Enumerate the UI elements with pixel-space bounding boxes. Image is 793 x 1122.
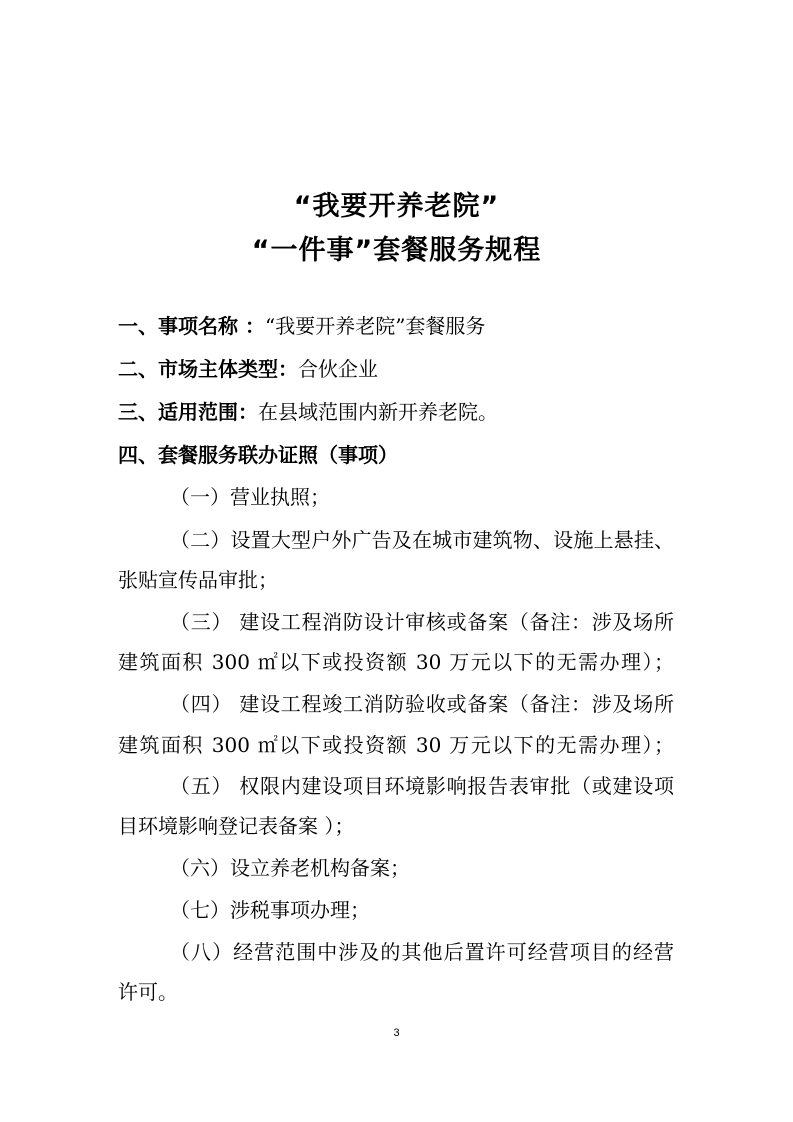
section-1-text: “我要开养老院”套餐服务	[264, 314, 486, 338]
item-5-line2: 目环境影响登记表备案 ）；	[118, 814, 355, 838]
section-2-heading: 二、市场主体类型：	[118, 357, 298, 381]
item-3-line1: （三） 建设工程消防设计审核或备案（备注：涉及场所	[170, 610, 674, 634]
item-8-line1: （八）经营范围中涉及的其他后置许可经营项目的经营	[170, 940, 674, 964]
section-4-heading: 四、套餐服务联办证照（事项）	[118, 443, 398, 467]
document-title-line2: “一件事”套餐服务规程	[251, 235, 542, 266]
section-2	[118, 355, 678, 383]
section-1-heading: 一、事项名称 ：	[118, 314, 265, 338]
section-2-text: 合伙企业	[298, 357, 378, 381]
item-5-line1: （五） 权限内建设项目环境影响报告表审批（或建设项	[170, 774, 674, 798]
section-1	[118, 312, 678, 340]
page-number: 3	[393, 1027, 400, 1039]
item-4-line1: （四） 建设工程竣工消防验收或备案（备注：涉及场所	[170, 692, 674, 716]
item-8-line2: 许可。	[118, 980, 178, 1004]
section-3-text: 在县域范围内新开养老院。	[258, 400, 498, 424]
item-1: （一）营业执照；	[170, 485, 330, 509]
item-2-line2: 张贴宣传品审批；	[118, 568, 278, 592]
item-7: （七）涉税事项办理；	[170, 898, 370, 922]
item-3-line2: 建筑面积 300 ㎡以下或投资额 30 万元以下的无需办理）；	[118, 650, 674, 674]
document-title-line1: “我要开养老院”	[293, 191, 500, 222]
section-3	[118, 398, 678, 426]
item-2-line1: （二）设置大型户外广告及在城市建筑物、设施上悬挂、	[170, 528, 674, 552]
section-3-heading: 三、适用范围：	[118, 400, 258, 424]
item-4-line2: 建筑面积 300 ㎡以下或投资额 30 万元以下的无需办理）；	[118, 733, 674, 757]
item-6: （六）设立养老机构备案；	[170, 856, 410, 880]
